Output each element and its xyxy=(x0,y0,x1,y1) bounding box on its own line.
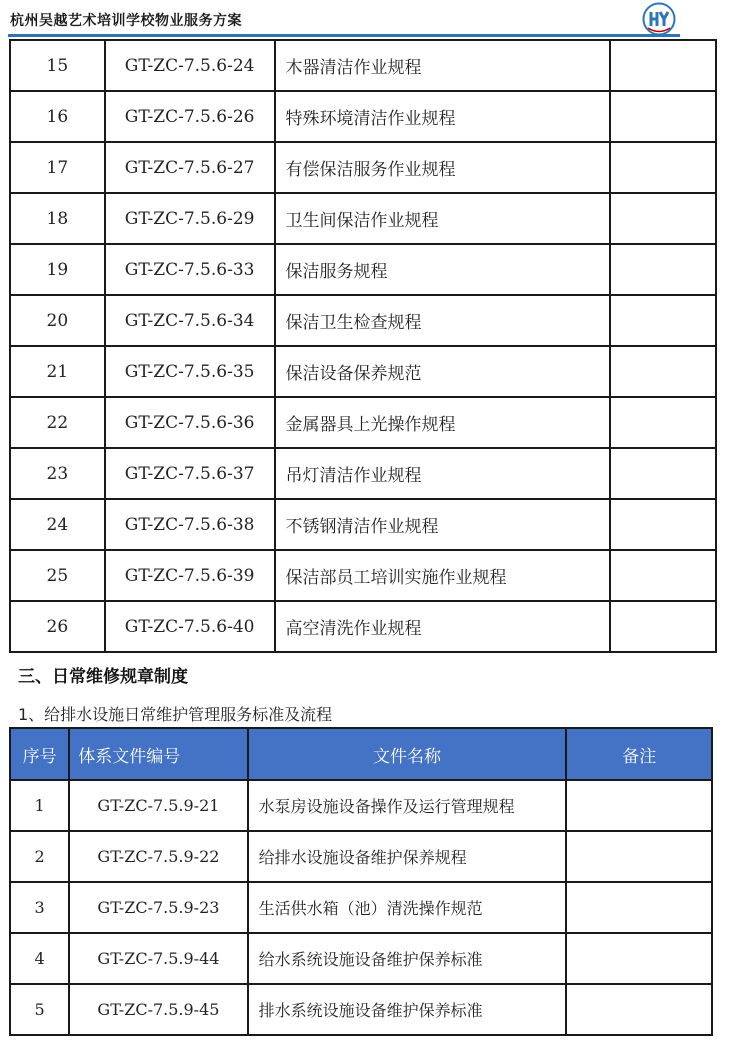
row-note xyxy=(610,91,716,142)
cleaning-procedures-table xyxy=(9,39,717,653)
row-index: 20 xyxy=(10,295,105,346)
row-code: GT-ZC-7.5.9-44 xyxy=(69,933,247,984)
header-rule xyxy=(8,34,680,37)
table-row xyxy=(10,882,712,933)
row-note xyxy=(610,295,716,346)
row-name: 金属器具上光操作规程 xyxy=(275,397,610,448)
row-index: 5 xyxy=(10,984,69,1035)
table-row xyxy=(10,91,716,142)
row-code: GT-ZC-7.5.6-39 xyxy=(105,550,275,601)
row-index: 19 xyxy=(10,244,105,295)
row-note xyxy=(610,142,716,193)
row-index: 26 xyxy=(10,601,105,652)
row-note xyxy=(566,933,712,984)
table-row xyxy=(10,984,712,1035)
table-row xyxy=(10,40,716,91)
header-note: 备注 xyxy=(566,728,712,780)
row-code: GT-ZC-7.5.6-35 xyxy=(105,346,275,397)
table-row xyxy=(10,601,716,652)
row-name: 保洁设备保养规范 xyxy=(275,346,610,397)
header-index: 序号 xyxy=(10,728,69,780)
row-note xyxy=(610,346,716,397)
header-code: 体系文件编号 xyxy=(69,728,247,780)
row-index: 3 xyxy=(10,882,69,933)
row-code: GT-ZC-7.5.6-34 xyxy=(105,295,275,346)
row-name: 水泵房设施设备操作及运行管理规程 xyxy=(248,780,567,831)
row-index: 24 xyxy=(10,499,105,550)
row-name: 不锈钢清洁作业规程 xyxy=(275,499,610,550)
row-name: 木器清洁作业规程 xyxy=(275,40,610,91)
section-heading: 三、日常维修规章制度 xyxy=(18,667,188,687)
table-row xyxy=(10,193,716,244)
row-name: 有偿保洁服务作业规程 xyxy=(275,142,610,193)
row-index: 25 xyxy=(10,550,105,601)
row-note xyxy=(566,831,712,882)
row-name: 保洁服务规程 xyxy=(275,244,610,295)
row-note xyxy=(610,193,716,244)
row-index: 16 xyxy=(10,91,105,142)
row-code: GT-ZC-7.5.6-36 xyxy=(105,397,275,448)
row-code: GT-ZC-7.5.6-37 xyxy=(105,448,275,499)
row-code: GT-ZC-7.5.6-40 xyxy=(105,601,275,652)
table-row xyxy=(10,933,712,984)
row-note xyxy=(610,397,716,448)
row-note xyxy=(610,244,716,295)
row-name: 特殊环境清洁作业规程 xyxy=(275,91,610,142)
row-index: 1 xyxy=(10,780,69,831)
table-row xyxy=(10,397,716,448)
row-note xyxy=(610,448,716,499)
row-note xyxy=(610,40,716,91)
row-index: 18 xyxy=(10,193,105,244)
row-name: 吊灯清洁作业规程 xyxy=(275,448,610,499)
row-note xyxy=(566,780,712,831)
row-note xyxy=(610,550,716,601)
table-header-row xyxy=(10,728,712,780)
row-index: 22 xyxy=(10,397,105,448)
row-code: GT-ZC-7.5.9-22 xyxy=(69,831,247,882)
subsection-heading: 1、给排水设施日常维护管理服务标准及流程 xyxy=(18,705,333,724)
row-code: GT-ZC-7.5.6-27 xyxy=(105,142,275,193)
table-row xyxy=(10,550,716,601)
water-facilities-table xyxy=(9,727,713,1036)
page-header xyxy=(0,0,750,40)
row-name: 排水系统设施设备维护保养标准 xyxy=(248,984,567,1035)
row-code: GT-ZC-7.5.6-33 xyxy=(105,244,275,295)
hy-logo-icon xyxy=(642,2,676,36)
row-name: 保洁部员工培训实施作业规程 xyxy=(275,550,610,601)
row-index: 15 xyxy=(10,40,105,91)
row-name: 卫生间保洁作业规程 xyxy=(275,193,610,244)
header-name: 文件名称 xyxy=(248,728,567,780)
table-row xyxy=(10,780,712,831)
row-name: 高空清洗作业规程 xyxy=(275,601,610,652)
row-index: 4 xyxy=(10,933,69,984)
table-row xyxy=(10,831,712,882)
row-code: GT-ZC-7.5.9-23 xyxy=(69,882,247,933)
table-row xyxy=(10,244,716,295)
row-name: 给排水设施设备维护保养规程 xyxy=(248,831,567,882)
table-row xyxy=(10,142,716,193)
table-row xyxy=(10,346,716,397)
row-index: 23 xyxy=(10,448,105,499)
row-code: GT-ZC-7.5.6-38 xyxy=(105,499,275,550)
row-index: 21 xyxy=(10,346,105,397)
table-row xyxy=(10,499,716,550)
table-row xyxy=(10,295,716,346)
document-title: 杭州吴越艺术培训学校物业服务方案 xyxy=(10,13,242,29)
row-note xyxy=(610,499,716,550)
row-note xyxy=(566,882,712,933)
row-code: GT-ZC-7.5.6-24 xyxy=(105,40,275,91)
row-code: GT-ZC-7.5.9-45 xyxy=(69,984,247,1035)
row-note xyxy=(566,984,712,1035)
row-note xyxy=(610,601,716,652)
row-name: 保洁卫生检查规程 xyxy=(275,295,610,346)
row-name: 生活供水箱（池）清洗操作规范 xyxy=(248,882,567,933)
row-name: 给水系统设施设备维护保养标准 xyxy=(248,933,567,984)
row-code: GT-ZC-7.5.6-26 xyxy=(105,91,275,142)
row-code: GT-ZC-7.5.6-29 xyxy=(105,193,275,244)
table-row xyxy=(10,448,716,499)
row-index: 17 xyxy=(10,142,105,193)
row-code: GT-ZC-7.5.9-21 xyxy=(69,780,247,831)
row-index: 2 xyxy=(10,831,69,882)
